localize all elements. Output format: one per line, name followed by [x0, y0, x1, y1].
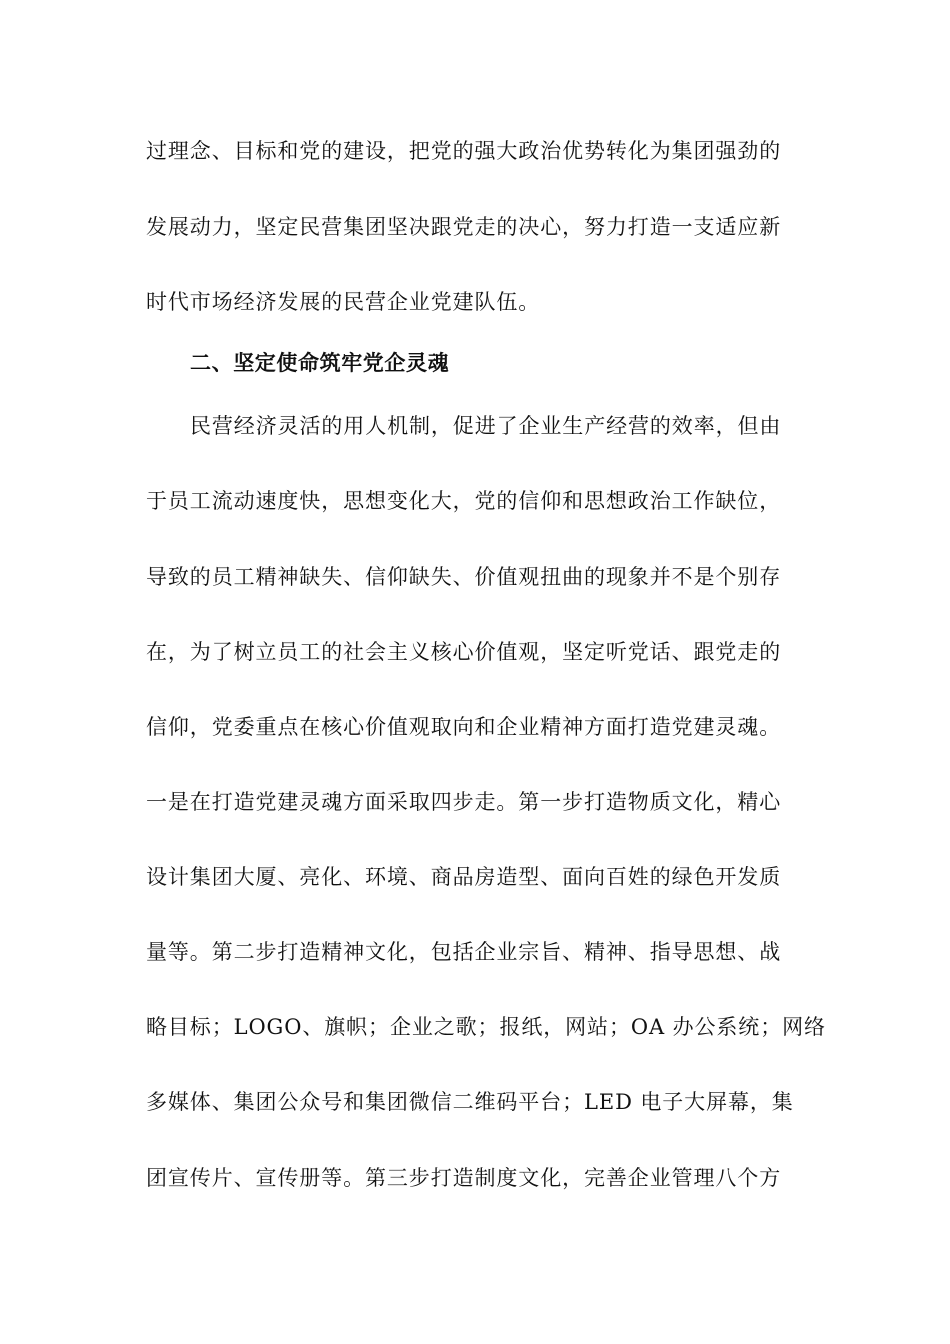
body-text-line: 过理念、目标和党的建设，把党的强大政治优势转化为集团强劲的: [146, 139, 782, 163]
body-text-line: 设计集团大厦、亮化、环境、商品房造型、面向百姓的绿色开发质: [146, 865, 782, 889]
body-text-line: 发展动力，坚定民营集团坚决跟党走的决心，努力打造一支适应新: [146, 215, 782, 239]
body-text-line: 于员工流动速度快，思想变化大，党的信仰和思想政治工作缺位，: [146, 489, 782, 513]
body-text-line: 略目标；LOGO、旗帜；企业之歌；报纸，网站；OA 办公系统；网络: [146, 1015, 826, 1039]
body-text-line: 在，为了树立员工的社会主义核心价值观，坚定听党话、跟党走的: [146, 640, 782, 664]
body-text-line: 时代市场经济发展的民营企业党建队伍。: [146, 290, 541, 314]
body-text-line: 民营经济灵活的用人机制，促进了企业生产经营的效率，但由: [190, 414, 782, 438]
body-text-line: 信仰，党委重点在核心价值观取向和企业精神方面打造党建灵魂。: [146, 715, 782, 739]
body-text-line: 多媒体、集团公众号和集团微信二维码平台；LED 电子大屏幕，集: [146, 1090, 794, 1114]
body-text-line: 一是在打造党建灵魂方面采取四步走。第一步打造物质文化，精心: [146, 790, 782, 814]
section-heading: 二、坚定使命筑牢党企灵魂: [190, 351, 450, 375]
body-text-line: 导致的员工精神缺失、信仰缺失、价值观扭曲的现象并不是个别存: [146, 565, 782, 589]
body-text-line: 量等。第二步打造精神文化，包括企业宗旨、精神、指导思想、战: [146, 940, 782, 964]
body-text-line: 团宣传片、宣传册等。第三步打造制度文化，完善企业管理八个方: [146, 1166, 782, 1190]
